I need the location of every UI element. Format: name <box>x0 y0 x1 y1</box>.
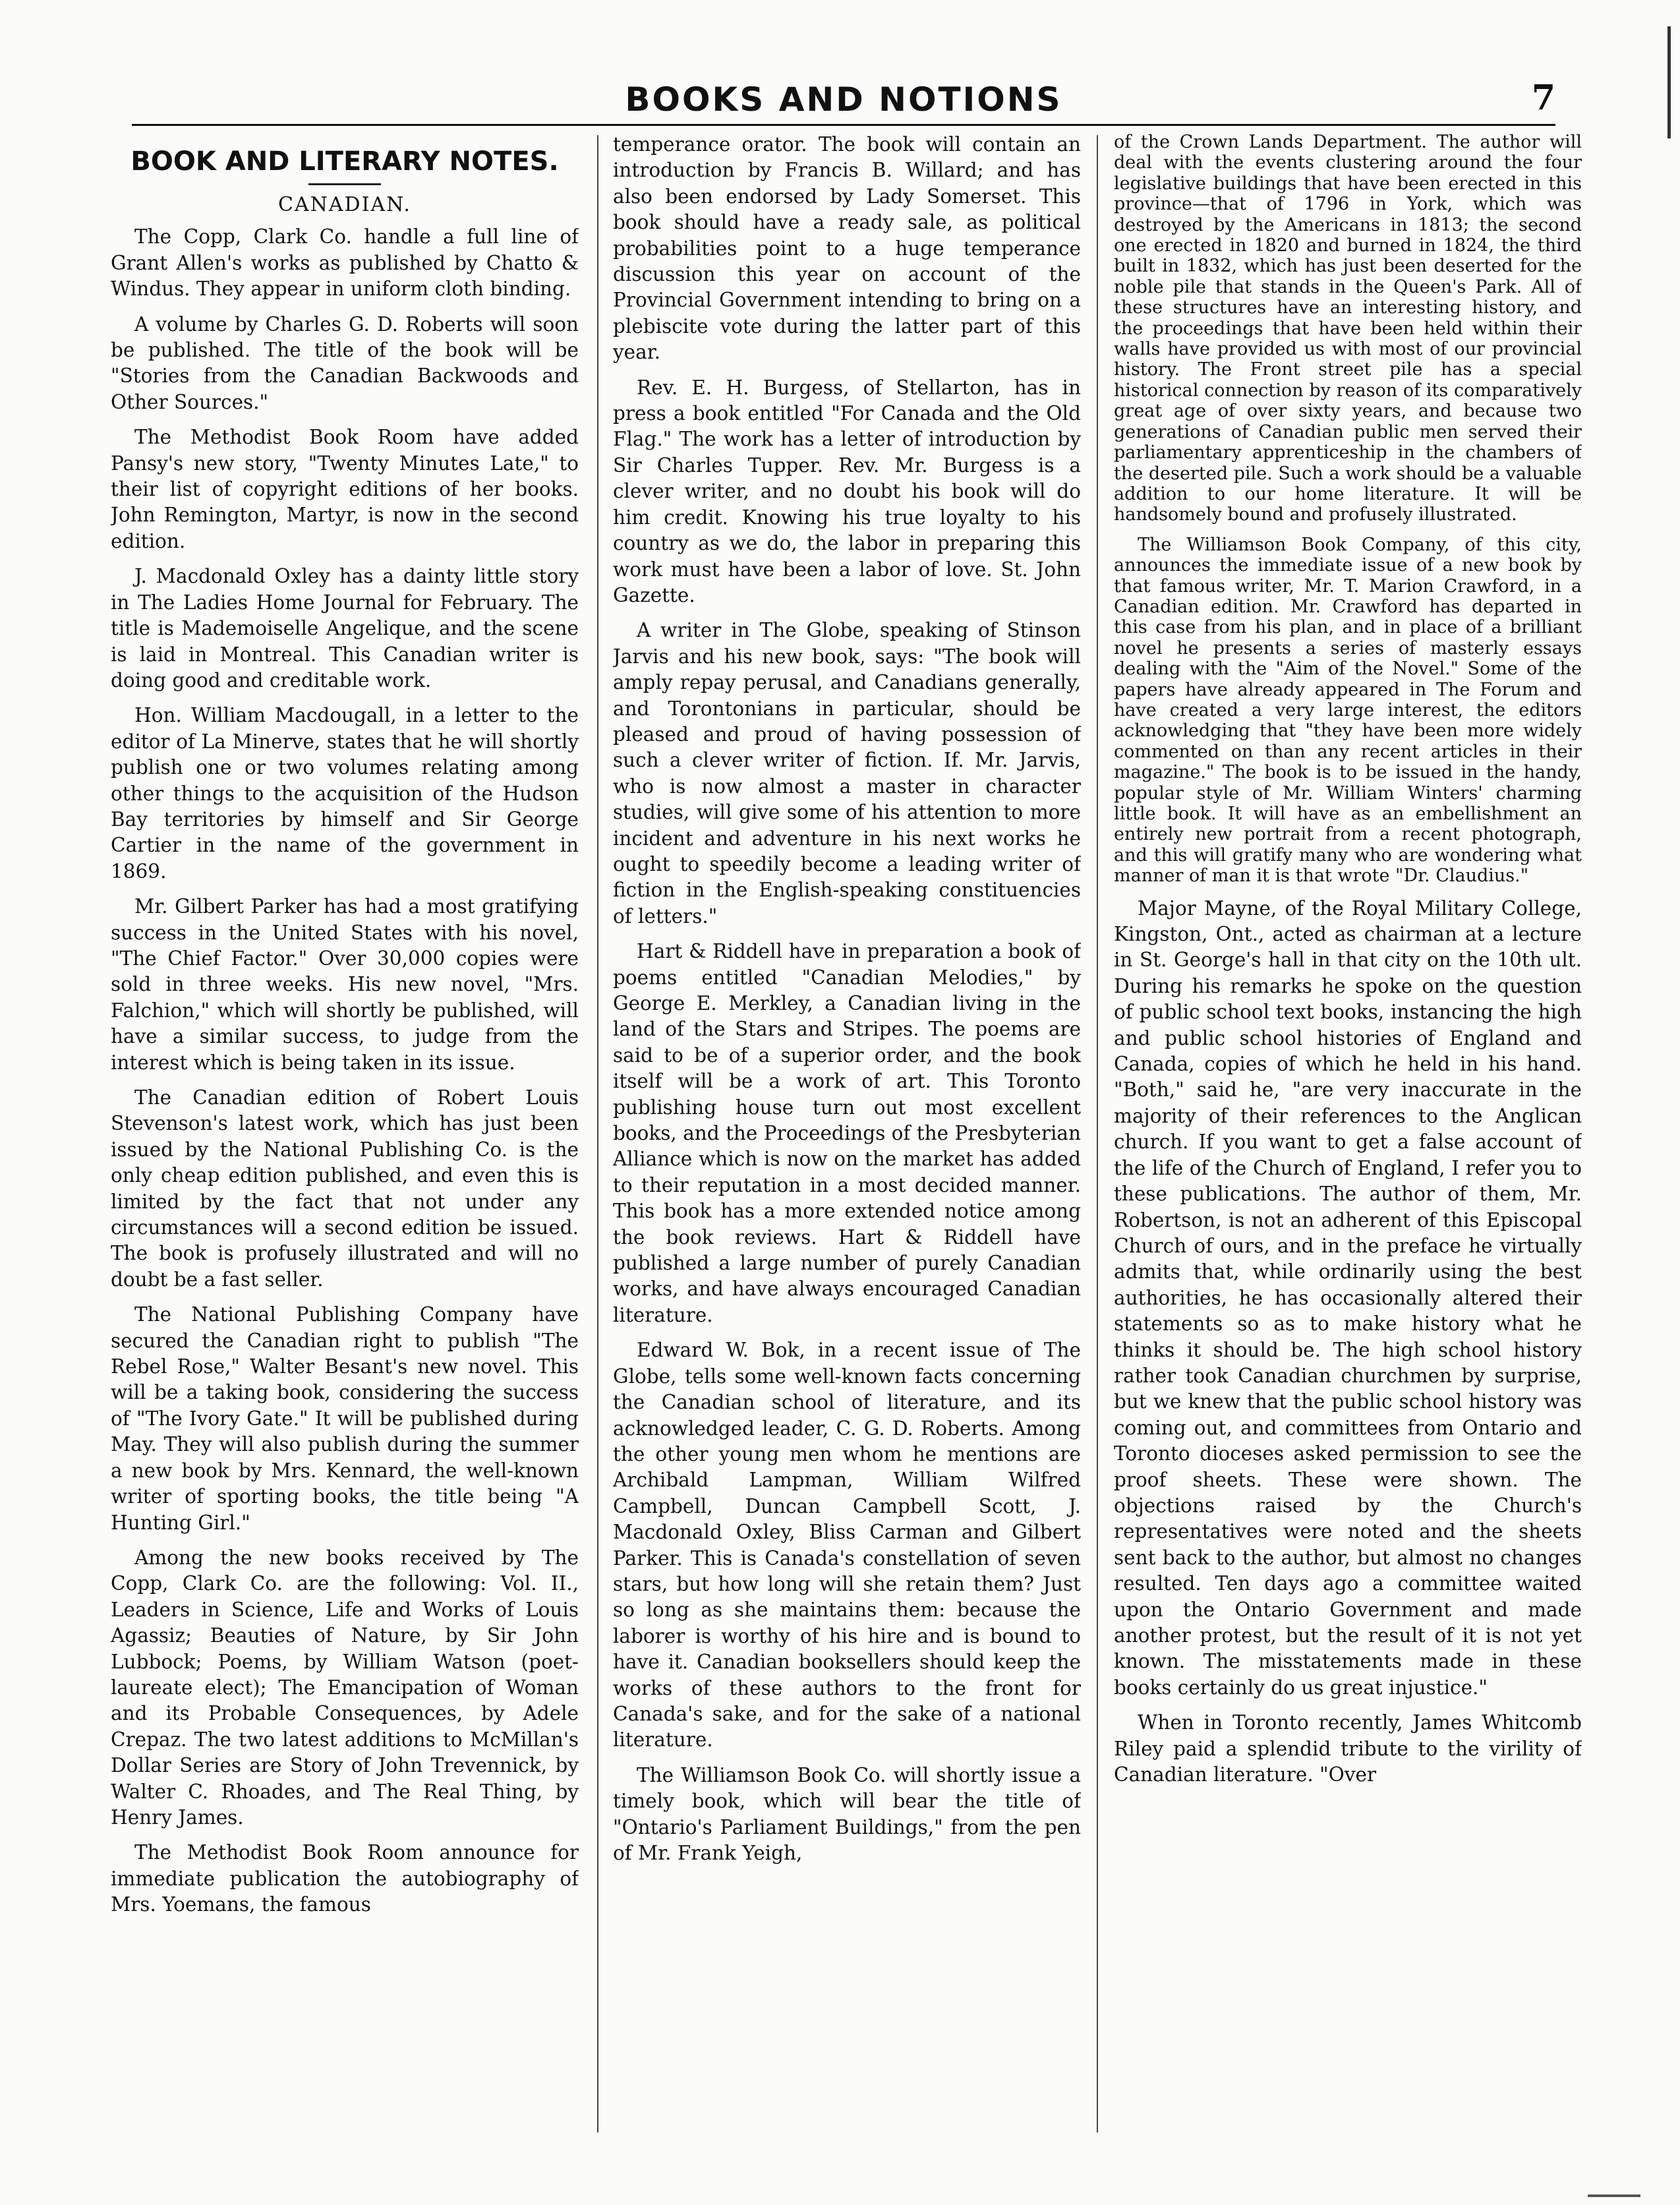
article-paragraph: The Methodist Book Room have added Pansy's new story, "Twenty Minutes Late," to their list of copyright editions of her books. John Remington, Martyr, is now in the second edition. <box>111 426 579 552</box>
article-paragraph: Major Mayne, of the Royal Military College, Kingston, Ont., acted as chairman at a lecture in St. George's hall in that city on the 10th ult. During his remarks he spoke on the question of public school text books, instancing the high and public school histories of England and Canada, copies of which he held in his hand. "Both," said he, "are very inaccurate in the majority of their references to the Anglican church. If you want to get a false account of the life of the Church of England, I refer you to these publications. The author of them, Mr. Robertson, is not an adherent of this Episcopal Church of ours, and in the preface he virtually admits that, while ordinarily using the best authorities, he has occasionally altered their statements so as to make history what he thinks it should be. The high school history rather took Canadian churchmen by surprise, but we knew that the public school history was coming out, and committees from Ontario and Toronto dioceses asked permission to see the proof sheets. These were shown. The objections raised by the Church's representatives were noted and the sheets sent back to the author, but almost no changes resulted. Ten days ago a committee waited upon the Ontario Government and made another protest, but the result of it is not yet known. The misstatements made in these books certainly do us great injustice." <box>1114 897 1582 1699</box>
article-paragraph: A volume by Charles G. D. Roberts will soon be published. The title of the book will be "Stories from the Canadian Backwoods and Other Sources." <box>111 312 579 413</box>
article-paragraph: The National Publishing Company have secured the Canadian right to publish "The Rebel Rose," Walter Besant's new novel. This will be a taking book, considering the success of "The Ivory Gate." It will be published during May. They will also publish during the summer a new book by Mrs. Kennard, the well-known writer of sporting books, the title being "A Hunting Girl." <box>111 1303 579 1534</box>
headline-rule <box>308 183 381 185</box>
article-paragraph: The Williamson Book Company, of this city, announces the immediate issue of a new book by that famous writer, Mr. T. Marion Crawford, in a Canadian edition. Mr. Crawford has departed in this case from his plan, and in place of a brilliant novel he presents a series of masterly essays dealing with the "Aim of the Novel." Some of the papers have already appeared in The Forum and have created a very large interest, the editors acknowledging that "they have been more widely commented on than any recent articles in their magazine." The book is to be issued in the handy, popular style of Mr. William Winters' charming little book. It will have as an embellishment an entirely new portrait from a recent photograph, and this will gratify many who are wondering what manner of man it is that wrote "Dr. Claudius." <box>1114 534 1582 887</box>
article-paragraph: J. Macdonald Oxley has a dainty little story in The Ladies Home Journal for February. The title is Mademoiselle Angelique, and the scene is laid in Montreal. This Canadian writer is doing good and creditable work. <box>111 565 579 691</box>
article-paragraph: Among the new books received by The Copp, Clark Co. are the following: Vol. II., Leaders in Science, Life and Works of Louis Agassiz; Beauties of Nature, by Sir John Lubbock; Poems, by William Watson (poet-laureate elect); The Emancipation of Woman and its Probable Consequences, by Adele Crepaz. The two latest additions to McMillan's Dollar Series are Story of John Trevennick, by Walter C. Rhoades, and The Real Thing, by Henry James. <box>111 1546 579 1829</box>
page-header <box>132 78 1555 126</box>
article-paragraph: The Methodist Book Room announce for immediate publication the autobiography of Mrs. Yoemans, the famous <box>111 1841 579 1916</box>
article-paragraph: A writer in The Globe, speaking of Stinson Jarvis and his new book, says: "The book will amply repay perusal, and Canadians generally, and Torontonians in particular, should be pleased and proud of having possession of such a clever writer of fiction. If. Mr. Jarvis, who is now almost a master in character studies, will give some of his attention to more incident and adventure in his next works he ought to speedily become a leading writer of fiction in the English-speaking constituencies of letters." <box>613 619 1081 927</box>
article-columns <box>111 132 1582 2136</box>
page-number: 7 <box>1531 78 1555 118</box>
section-subhead: CANADIAN. <box>278 193 411 216</box>
article-paragraph: Edward W. Bok, in a recent issue of The Globe, tells some well-known facts concerning the Canadian school of literature, and its acknowledged leader, C. G. D. Roberts. Among the other young men whom he mentions are Archibald Lampman, William Wilfred Campbell, Duncan Campbell Scott, J. Macdonald Oxley, Bliss Carman and Gilbert Parker. This is Canada's constellation of seven stars, but how long will she retain them? Just so long as she maintains them: because the laborer is worthy of his hire and is bound to have it. Canadian booksellers should keep the works of these authors to the front for Canada's sake, and for the sake of a national literature. <box>613 1339 1081 1751</box>
article-paragraph: Rev. E. H. Burgess, of Stellarton, has in press a book entitled "For Canada and the Old Flag." The work has a letter of introduction by Sir Charles Tupper. Rev. Mr. Burgess is a clever writer, and no doubt his book will do him credit. Knowing his true loyalty to his country as we do, the labor in preparing this work must have been a labor of love. St. John Gazette. <box>613 376 1081 606</box>
running-title: BOOKS AND NOTIONS <box>625 80 1062 119</box>
article-paragraph: When in Toronto recently, James Whitcomb Riley paid a splendid tribute to the virility of Canadian literature. "Over <box>1114 1711 1582 1786</box>
column-right <box>1114 132 1582 2136</box>
column-left <box>111 132 579 2136</box>
article-paragraph: of the Crown Lands Department. The author will deal with the events clustering around the four legislative buildings that have been erected in this province—that of 1796 in York, which was destroyed by the Americans in 1813; the second one erected in 1820 and burned in 1824, the third built in 1832, which has just been deserted for the noble pile that stands in the Queen's Park. All of these structures have an interesting history, and the proceedings that have been held within their walls have provided us with most of our provincial history. The Front street pile has a special historical connection by reason of its comparatively great age of over sixty years, and because two generations of Canadian public men served their parliamentary apprenticeship in the chambers of the deserted pile. Such a work should be a valuable addition to our home literature. It will be handsomely bound and profusely illustrated. <box>1114 132 1582 525</box>
section-headline: BOOK AND LITERARY NOTES. <box>130 146 559 177</box>
article-paragraph: Hon. William Macdougall, in a letter to the editor of La Minerve, states that he will shortly publish one or two volumes relating among other things to the acquisition of the Hudson Bay territories by himself and Sir George Cartier in the name of the government in 1869. <box>111 704 579 883</box>
article-paragraph: Mr. Gilbert Parker has had a most gratifying success in the United States with his novel, "The Chief Factor." Over 30,000 copies were sold in three weeks. His new novel, "Mrs. Falchion," which will shortly be published, will have a similar success, to judge from the interest which is being taken in its issue. <box>111 895 579 1074</box>
article-paragraph: Hart & Riddell have in preparation a book of poems entitled "Canadian Melodies," by George E. Merkley, a Canadian living in the land of the Stars and Stripes. The poems are said to be of a superior order, and the book itself will be a work of art. This Toronto publishing house turn out most excellent books, and the Proceedings of the Presbyterian Alliance which is now on the market has added to their reputation in a most decided manner. This book has a more extended notice among the book reviews. Hart & Riddell have published a large number of purely Canadian works, and have always encouraged Canadian literature. <box>613 940 1081 1326</box>
article-paragraph: temperance orator. The book will contain an introduction by Francis B. Willard; and has also been endorsed by Lady Somerset. This book should have a ready sale, as political probabilities point to a huge temperance discussion this year on account of the Provincial Government intending to bring on a plebiscite vote during the latter part of this year. <box>613 133 1081 364</box>
article-paragraph: The Canadian edition of Robert Louis Stevenson's latest work, which has just been issued by the National Publishing Co. is the only cheap edition published, and even this is limited by the fact that not under any circumstances will a second edition be issued. The book is profusely illustrated and will no doubt be a fast seller. <box>111 1086 579 1291</box>
article-paragraph: The Copp, Clark Co. handle a full line of Grant Allen's works as published by Chatto & Windus. They appear in uniform cloth binding. <box>111 225 579 301</box>
footer-mark <box>1588 2194 1640 2197</box>
small-type-block <box>1114 132 1582 887</box>
column-middle <box>613 132 1081 2136</box>
page-edge-mark <box>1667 26 1671 138</box>
article-paragraph: The Williamson Book Co. will shortly issue a timely book, which will bear the title of "Ontario's Parliament Buildings," from the pen of Mr. Frank Yeigh, <box>613 1763 1081 1864</box>
